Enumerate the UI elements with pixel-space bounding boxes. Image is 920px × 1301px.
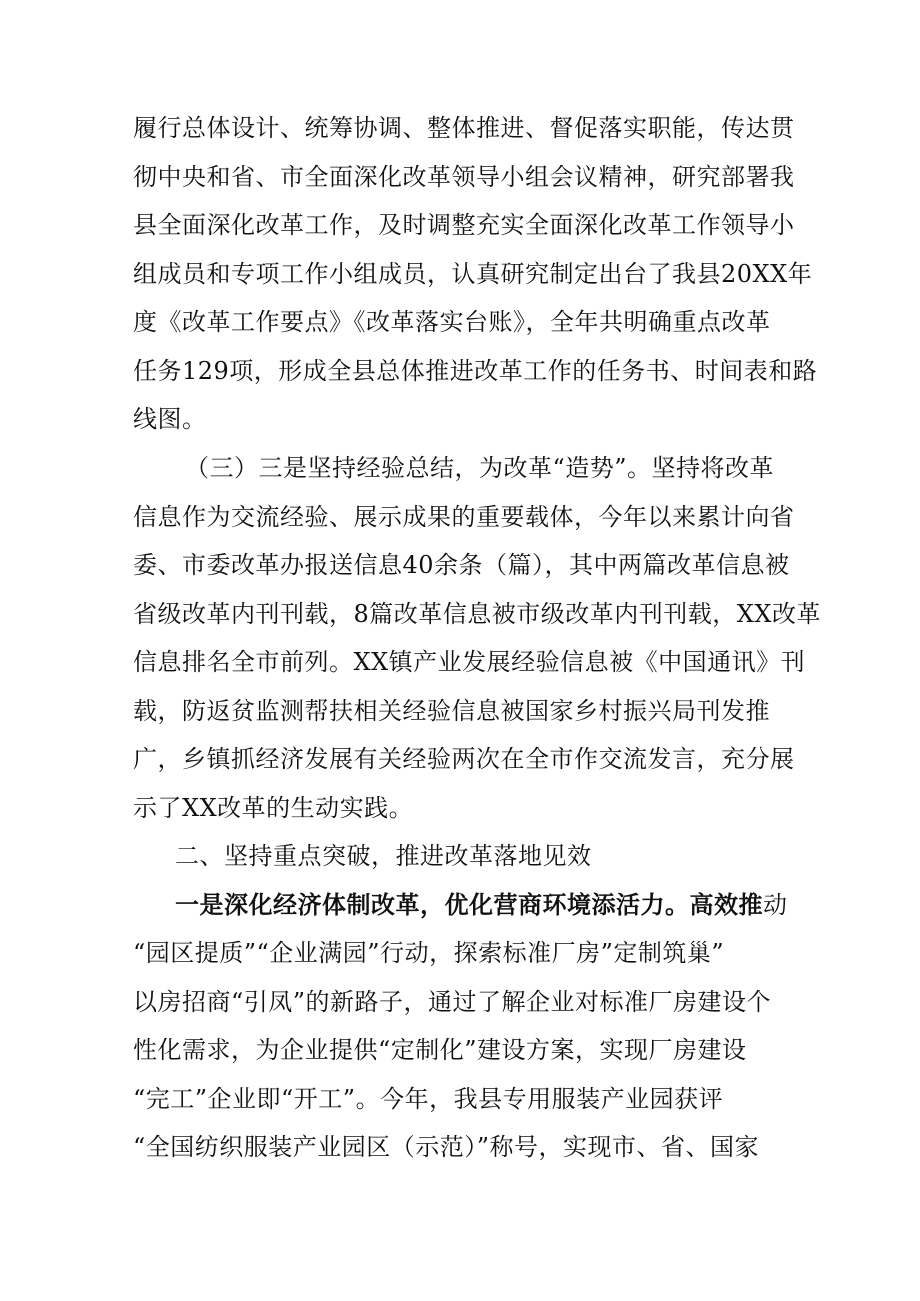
paragraph-line: 省级改革内刊刊载，8篇改革信息被市级改革内刊刊载，XX改革 bbox=[133, 600, 821, 628]
paragraph-line: 县全面深化改革工作，及时调整充实全面深化改革工作领导小 bbox=[133, 211, 795, 239]
paragraph-line: 任务129项，形成全县总体推进改革工作的任务书、时间表和路 bbox=[133, 357, 818, 385]
section-heading: 二、坚持重点突破，推进改革落地见效 bbox=[175, 842, 592, 870]
paragraph-line: “园区提质”“企业满园”行动，探索标准厂房”定制筑巢” bbox=[133, 939, 725, 967]
paragraph-line: “完工”企业即“开工”。今年，我县专用服装产业园获评 bbox=[133, 1085, 724, 1113]
paragraph-line: 度《改革工作要点》《改革落实台账》，全年共明确重点改革 bbox=[133, 308, 771, 336]
paragraph-line: 以房招商“引凤”的新路子，通过了解企业对标准厂房建设个 bbox=[133, 988, 772, 1016]
bold-lead-text: 一是深化经济体制改革，优化营商环境添活力。高效推 bbox=[175, 890, 763, 919]
paragraph-line: 委、市委改革办报送信息40余条（篇），其中两篇改革信息被 bbox=[133, 551, 790, 579]
paragraph-line: 载，防返贫监测帮扶相关经验信息被国家乡村振兴局刊发推 bbox=[133, 697, 770, 725]
paragraph-line: 性化需求，为企业提供“定制化”建设方案，实现厂房建设 bbox=[133, 1036, 747, 1064]
paragraph-line: 广，乡镇抓经济发展有关经验两次在全市作交流发言，充分展 bbox=[133, 745, 795, 773]
paragraph-line: 线图。 bbox=[133, 405, 207, 433]
paragraph-line: 信息排名全市前列。XX镇产业发展经验信息被《中国通讯》刊 bbox=[133, 648, 806, 676]
bold-lead-line bbox=[175, 890, 788, 920]
paragraph-line: 信息作为交流经验、展示成果的重要载体，今年以来累计向省 bbox=[133, 503, 795, 531]
paragraph-line: “全国纺织服装产业园区（示范）”称号，实现市、省、国家 bbox=[133, 1133, 760, 1161]
paragraph-line: 组成员和专项工作小组成员，认真研究制定出台了我县20XX年 bbox=[133, 260, 813, 288]
paragraph-line: 履行总体设计、统筹协调、整体推进、督促落实职能，传达贯 bbox=[133, 114, 795, 142]
lead-continuation: 动 bbox=[763, 891, 788, 919]
paragraph-line: 彻中央和省、市全面深化改革领导小组会议精神，研究部署我 bbox=[133, 163, 795, 191]
subsection-heading-line: （三）三是坚持经验总结，为改革“造势”。坚持将改革 bbox=[185, 454, 775, 482]
paragraph-line: 示了XX改革的生动实践。 bbox=[133, 794, 414, 822]
